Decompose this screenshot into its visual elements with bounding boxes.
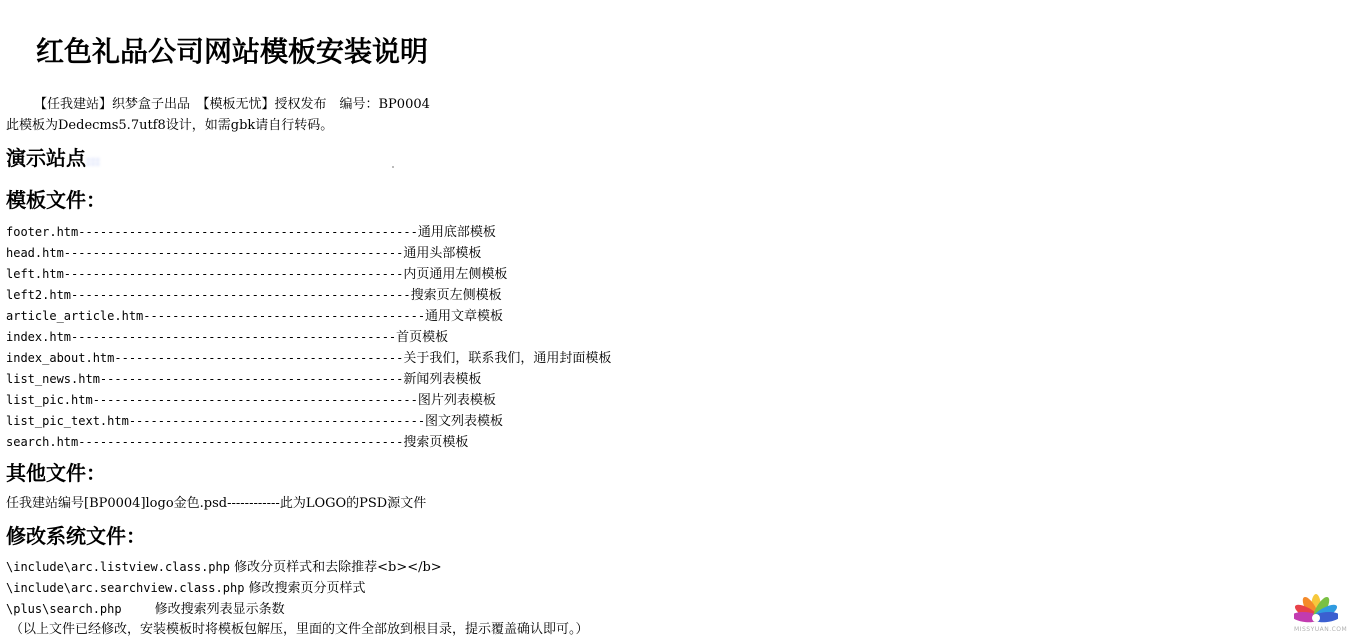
template-file-row: [6, 286, 502, 305]
template-file-desc: 通用文章模板: [425, 309, 504, 324]
template-file-desc: 搜索页左侧模板: [410, 288, 502, 303]
template-file-dashes: -----------------------------------------------: [71, 288, 411, 302]
template-file-dashes: ---------------------------------------------: [71, 330, 397, 344]
modified-file-row: [6, 558, 442, 577]
modified-file-desc: 修改搜索列表显示条数: [121, 602, 285, 617]
template-file-desc: 关于我们，联系我们，通用封面模板: [403, 351, 612, 366]
page-title: 红色礼品公司网站模板安装说明: [36, 35, 429, 68]
modified-files-heading: 修改系统文件：: [6, 524, 146, 548]
watermark-text: MISSYUAN.COM: [1294, 626, 1348, 633]
template-file-desc: 图片列表模板: [417, 393, 496, 408]
template-file-dashes: ---------------------------------------------: [78, 435, 404, 449]
modified-file-desc: 修改分页样式和去除推荐<b></b>: [229, 560, 442, 575]
demo-url-blurred[interactable]: :::: [86, 153, 101, 169]
other-files-heading: 其他文件：: [6, 461, 106, 485]
template-file-row: [6, 370, 481, 389]
template-file-row: [6, 349, 611, 368]
template-file-desc: 搜索页模板: [403, 435, 469, 450]
template-file-row: [6, 391, 496, 410]
template-file-desc: 新闻列表模板: [403, 372, 482, 387]
template-file-name: list_pic.htm: [6, 393, 93, 407]
template-file-name: index_about.htm: [6, 351, 115, 365]
template-file-name: index.htm: [6, 330, 72, 344]
template-file-dashes: ---------------------------------------------: [92, 393, 418, 407]
template-file-dashes: ---------------------------------------: [143, 309, 426, 323]
modified-file-row: [6, 600, 285, 619]
template-file-name: list_pic_text.htm: [6, 414, 129, 428]
demo-heading: [6, 145, 100, 174]
template-file-name: footer.htm: [6, 225, 79, 239]
modified-file-path: \plus\search.php: [6, 602, 122, 616]
other-file-line: 任我建站编号[BP0004]logo金色.psd------------此为LOGO的PSD源文件: [6, 496, 427, 511]
template-file-dashes: ------------------------------------------: [99, 372, 404, 386]
template-file-name: article_article.htm: [6, 309, 144, 323]
template-file-name: search.htm: [6, 435, 79, 449]
template-file-dashes: ----------------------------------------: [114, 351, 404, 365]
template-file-dashes: -----------------------------------------------: [78, 225, 418, 239]
template-file-dashes: -----------------------------------------------: [63, 246, 404, 260]
credit-line: 【任我建站】织梦盒子出品 【模板无忧】授权发布 编号：BP0004: [34, 97, 430, 112]
template-file-dashes: -----------------------------------------: [128, 414, 426, 428]
template-file-row: [6, 328, 448, 347]
template-file-name: head.htm: [6, 246, 64, 260]
template-file-desc: 通用底部模板: [417, 225, 496, 240]
template-file-row: [6, 307, 503, 326]
template-file-row: [6, 265, 507, 284]
template-file-desc: 图文列表模板: [425, 414, 504, 429]
template-file-name: left2.htm: [6, 288, 72, 302]
stray-dot: [392, 166, 394, 168]
template-file-row: [6, 433, 468, 452]
encoding-note: 此模板为Dedecms5.7utf8设计，如需gbk请自行转码。: [6, 118, 334, 133]
modified-file-row: [6, 579, 366, 598]
demo-heading-label: 演示站点: [6, 146, 86, 170]
template-file-name: list_news.htm: [6, 372, 100, 386]
template-file-name: left.htm: [6, 267, 64, 281]
modified-file-path: \include\arc.searchview.class.php: [6, 581, 245, 595]
template-file-row: [6, 244, 481, 263]
template-file-row: [6, 412, 503, 431]
template-file-desc: 首页模板: [396, 330, 449, 345]
template-file-dashes: -----------------------------------------------: [63, 267, 404, 281]
template-file-row: [6, 223, 496, 242]
modified-file-desc: 修改搜索页分页样式: [244, 581, 366, 596]
template-file-desc: 内页通用左侧模板: [403, 267, 508, 282]
footnote: （以上文件已经修改，安装模板时将模板包解压，里面的文件全部放到根目录，提示覆盖确认即可。）: [10, 622, 589, 637]
template-file-desc: 通用头部模板: [403, 246, 482, 261]
template-files-heading: 模板文件：: [6, 188, 106, 212]
modified-file-path: \include\arc.listview.class.php: [6, 560, 230, 574]
